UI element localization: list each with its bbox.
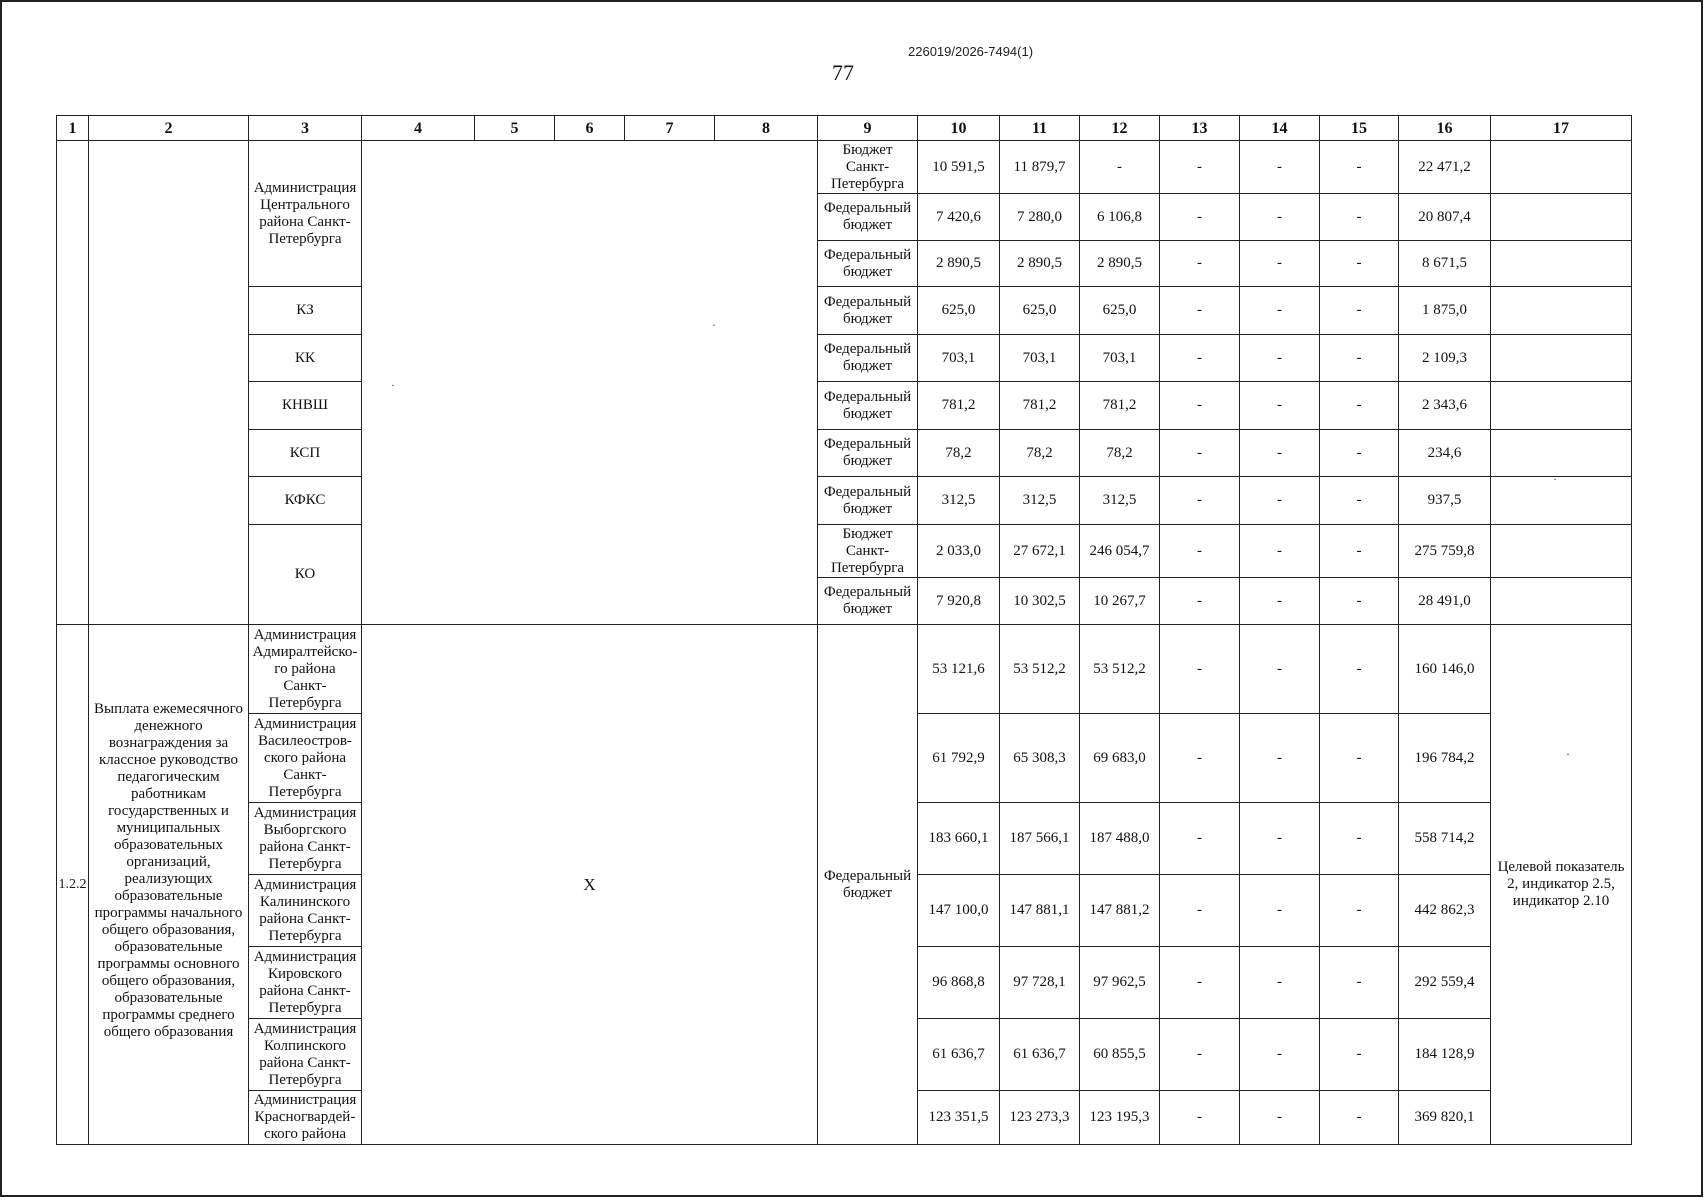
value-col-14: - — [1240, 625, 1320, 714]
value-col-11: 65 308,3 — [1000, 714, 1080, 803]
value-col-11: 625,0 — [1000, 287, 1080, 335]
column-header: 11 — [1000, 116, 1080, 141]
target-col-17 — [1491, 382, 1632, 430]
total-col-16: 22 471,2 — [1399, 141, 1491, 194]
total-col-16: 28 491,0 — [1399, 578, 1491, 625]
value-col-11: 312,5 — [1000, 477, 1080, 525]
value-col-12: - — [1080, 141, 1160, 194]
value-col-13: - — [1160, 947, 1240, 1019]
document-id: 226019/2026-7494(1) — [908, 44, 1034, 59]
value-col-10: 53 121,6 — [918, 625, 1000, 714]
total-col-16: 937,5 — [1399, 477, 1491, 525]
value-col-12: 147 881,2 — [1080, 875, 1160, 947]
column-header: 2 — [89, 116, 249, 141]
funding-source-cell: Бюджет Санкт-Петербурга — [818, 141, 918, 194]
value-col-12: 6 106,8 — [1080, 194, 1160, 241]
funding-source-cell: Федеральный бюджет — [818, 241, 918, 287]
funding-source-cell: Федеральный бюджет — [818, 625, 918, 1145]
total-col-16: 292 559,4 — [1399, 947, 1491, 1019]
value-col-12: 69 683,0 — [1080, 714, 1160, 803]
row-number-cell — [57, 141, 89, 625]
column-header: 15 — [1320, 116, 1399, 141]
total-col-16: 184 128,9 — [1399, 1019, 1491, 1091]
value-col-12: 60 855,5 — [1080, 1019, 1160, 1091]
value-col-13: - — [1160, 382, 1240, 430]
value-col-14: - — [1240, 578, 1320, 625]
value-col-13: - — [1160, 625, 1240, 714]
administrator-cell: КНВШ — [249, 382, 362, 430]
value-col-14: - — [1240, 430, 1320, 477]
target-col-17 — [1491, 430, 1632, 477]
target-indicator-cell: Целевой показатель 2, индикатор 2.5, индикатор 2.10 — [1491, 625, 1632, 1145]
value-col-15: - — [1320, 1091, 1399, 1145]
column-header: 4 — [362, 116, 475, 141]
value-col-11: 97 728,1 — [1000, 947, 1080, 1019]
value-col-15: - — [1320, 714, 1399, 803]
administrator-cell: КФКС — [249, 477, 362, 525]
total-col-16: 369 820,1 — [1399, 1091, 1491, 1145]
total-col-16: 2 109,3 — [1399, 335, 1491, 382]
total-col-16: 160 146,0 — [1399, 625, 1491, 714]
value-col-14: - — [1240, 241, 1320, 287]
value-col-11: 2 890,5 — [1000, 241, 1080, 287]
value-col-15: - — [1320, 1019, 1399, 1091]
value-col-12: 312,5 — [1080, 477, 1160, 525]
column-header: 8 — [715, 116, 818, 141]
administrator-cell: КЗ — [249, 287, 362, 335]
value-col-10: 781,2 — [918, 382, 1000, 430]
scan-speck: · — [391, 378, 395, 392]
value-col-13: - — [1160, 714, 1240, 803]
value-col-15: - — [1320, 477, 1399, 525]
administrator-cell: Администрация Центрального района Санкт-Петербурга — [249, 141, 362, 287]
value-col-15: - — [1320, 141, 1399, 194]
value-col-14: - — [1240, 141, 1320, 194]
value-col-12: 97 962,5 — [1080, 947, 1160, 1019]
target-col-17 — [1491, 335, 1632, 382]
value-col-10: 625,0 — [918, 287, 1000, 335]
value-col-15: - — [1320, 194, 1399, 241]
column-header: 13 — [1160, 116, 1240, 141]
total-col-16: 196 784,2 — [1399, 714, 1491, 803]
value-col-12: 123 195,3 — [1080, 1091, 1160, 1145]
value-col-11: 10 302,5 — [1000, 578, 1080, 625]
value-col-13: - — [1160, 477, 1240, 525]
value-col-10: 78,2 — [918, 430, 1000, 477]
value-col-14: - — [1240, 287, 1320, 335]
value-col-15: - — [1320, 947, 1399, 1019]
column-header: 14 — [1240, 116, 1320, 141]
column-header: 16 — [1399, 116, 1491, 141]
target-col-17 — [1491, 578, 1632, 625]
funding-source-cell: Федеральный бюджет — [818, 477, 918, 525]
total-col-16: 1 875,0 — [1399, 287, 1491, 335]
funding-source-cell: Федеральный бюджет — [818, 382, 918, 430]
measure-description-cell — [89, 141, 249, 625]
value-col-12: 78,2 — [1080, 430, 1160, 477]
table-row — [57, 382, 1632, 430]
value-col-15: - — [1320, 525, 1399, 578]
value-col-14: - — [1240, 525, 1320, 578]
value-col-13: - — [1160, 1091, 1240, 1145]
measure-description: Выплата ежемесячного денежного вознаграждения за классное руководство педагогическим работникам государственных и муниципальных образовательных организаций, реализующих образовательные программы начального общего образования, образовательные программы основного общего образования, образовательные программы среднего общего образования — [94, 701, 243, 1040]
funding-source-cell: Бюджет Санкт-Петербурга — [818, 525, 918, 578]
value-col-12: 246 054,7 — [1080, 525, 1160, 578]
total-col-16: 234,6 — [1399, 430, 1491, 477]
scan-speck: · — [1566, 747, 1570, 761]
table-row — [57, 525, 1632, 578]
total-col-16: 2 343,6 — [1399, 382, 1491, 430]
administrator-cell: Администрация Калининского района Санкт-Петербурга — [249, 875, 362, 947]
value-col-10: 7 920,8 — [918, 578, 1000, 625]
total-col-16: 8 671,5 — [1399, 241, 1491, 287]
value-col-11: 123 273,3 — [1000, 1091, 1080, 1145]
administrator-cell: Администрация Выборгского района Санкт-Петербурга — [249, 803, 362, 875]
table-row — [57, 335, 1632, 382]
table-row — [57, 287, 1632, 335]
value-col-13: - — [1160, 1019, 1240, 1091]
value-col-12: 2 890,5 — [1080, 241, 1160, 287]
value-col-12: 10 267,7 — [1080, 578, 1160, 625]
value-col-11: 53 512,2 — [1000, 625, 1080, 714]
column-header: 6 — [555, 116, 625, 141]
value-col-13: - — [1160, 578, 1240, 625]
target-col-17 — [1491, 477, 1632, 525]
value-col-13: - — [1160, 287, 1240, 335]
value-col-14: - — [1240, 875, 1320, 947]
column-header: 3 — [249, 116, 362, 141]
merged-columns-4-8: X — [362, 625, 818, 1145]
value-col-13: - — [1160, 430, 1240, 477]
value-col-11: 78,2 — [1000, 430, 1080, 477]
value-col-10: 7 420,6 — [918, 194, 1000, 241]
value-col-15: - — [1320, 578, 1399, 625]
total-col-16: 275 759,8 — [1399, 525, 1491, 578]
page-number: 77 — [832, 60, 854, 85]
column-header: 17 — [1491, 116, 1632, 141]
value-col-13: - — [1160, 241, 1240, 287]
target-col-17 — [1491, 525, 1632, 578]
value-col-10: 96 868,8 — [918, 947, 1000, 1019]
value-col-14: - — [1240, 1019, 1320, 1091]
funding-source-cell: Федеральный бюджет — [818, 287, 918, 335]
value-col-10: 183 660,1 — [918, 803, 1000, 875]
table-row — [57, 430, 1632, 477]
column-header: 10 — [918, 116, 1000, 141]
value-col-13: - — [1160, 803, 1240, 875]
value-col-13: - — [1160, 335, 1240, 382]
target-col-17 — [1491, 287, 1632, 335]
value-col-15: - — [1320, 335, 1399, 382]
value-col-12: 187 488,0 — [1080, 803, 1160, 875]
value-col-10: 10 591,5 — [918, 141, 1000, 194]
value-col-10: 61 792,9 — [918, 714, 1000, 803]
column-header: 9 — [818, 116, 918, 141]
total-col-16: 558 714,2 — [1399, 803, 1491, 875]
value-col-13: - — [1160, 525, 1240, 578]
value-col-14: - — [1240, 803, 1320, 875]
administrator-cell: КК — [249, 335, 362, 382]
value-col-10: 123 351,5 — [918, 1091, 1000, 1145]
value-col-10: 2 890,5 — [918, 241, 1000, 287]
value-col-14: - — [1240, 947, 1320, 1019]
value-col-15: - — [1320, 625, 1399, 714]
table-row — [57, 625, 1632, 714]
value-col-10: 147 100,0 — [918, 875, 1000, 947]
value-col-14: - — [1240, 382, 1320, 430]
value-col-11: 7 280,0 — [1000, 194, 1080, 241]
total-col-16: 20 807,4 — [1399, 194, 1491, 241]
value-col-12: 781,2 — [1080, 382, 1160, 430]
total-col-16: 442 862,3 — [1399, 875, 1491, 947]
scan-speck: · — [712, 318, 716, 332]
administrator-cell: Администрация Красногвардей-ского района — [249, 1091, 362, 1145]
table-row — [57, 477, 1632, 525]
value-col-14: - — [1240, 194, 1320, 241]
administrator-cell: Администрация Колпинского района Санкт-Петербурга — [249, 1019, 362, 1091]
value-col-14: - — [1240, 1091, 1320, 1145]
value-col-14: - — [1240, 714, 1320, 803]
value-col-15: - — [1320, 287, 1399, 335]
funding-source-cell: Федеральный бюджет — [818, 430, 918, 477]
value-col-12: 53 512,2 — [1080, 625, 1160, 714]
value-col-11: 61 636,7 — [1000, 1019, 1080, 1091]
value-col-15: - — [1320, 382, 1399, 430]
value-col-13: - — [1160, 141, 1240, 194]
value-col-10: 61 636,7 — [918, 1019, 1000, 1091]
value-col-15: - — [1320, 241, 1399, 287]
target-col-17 — [1491, 241, 1632, 287]
administrator-cell: Администрация Кировского района Санкт-Петербурга — [249, 947, 362, 1019]
column-header: 12 — [1080, 116, 1160, 141]
funding-source-cell: Федеральный бюджет — [818, 194, 918, 241]
administrator-cell: КСП — [249, 430, 362, 477]
value-col-15: - — [1320, 430, 1399, 477]
value-col-12: 703,1 — [1080, 335, 1160, 382]
value-col-11: 147 881,1 — [1000, 875, 1080, 947]
target-col-17 — [1491, 194, 1632, 241]
value-col-15: - — [1320, 803, 1399, 875]
value-col-11: 703,1 — [1000, 335, 1080, 382]
scan-speck: · — [1553, 472, 1557, 486]
merged-columns-4-8 — [362, 141, 818, 625]
column-header: 7 — [625, 116, 715, 141]
administrator-cell: Администрация Адмиралтейско-го района Санкт-Петербурга — [249, 625, 362, 714]
column-number-header-row — [57, 116, 1632, 141]
value-col-11: 11 879,7 — [1000, 141, 1080, 194]
value-col-10: 312,5 — [918, 477, 1000, 525]
target-col-17 — [1491, 141, 1632, 194]
administrator-cell: Администрация Василеостров-ского района Санкт-Петербурга — [249, 714, 362, 803]
value-col-11: 781,2 — [1000, 382, 1080, 430]
funding-source-cell: Федеральный бюджет — [818, 578, 918, 625]
row-number-cell: 1.2.2 — [57, 625, 89, 1145]
column-header: 5 — [475, 116, 555, 141]
column-header: 1 — [57, 116, 89, 141]
value-col-10: 2 033,0 — [918, 525, 1000, 578]
table-row — [57, 141, 1632, 194]
funding-source-cell: Федеральный бюджет — [818, 335, 918, 382]
value-col-11: 187 566,1 — [1000, 803, 1080, 875]
value-col-13: - — [1160, 194, 1240, 241]
value-col-10: 703,1 — [918, 335, 1000, 382]
measure-description-cell — [89, 625, 249, 1145]
value-col-12: 625,0 — [1080, 287, 1160, 335]
value-col-14: - — [1240, 335, 1320, 382]
value-col-15: - — [1320, 875, 1399, 947]
administrator-cell: КО — [249, 525, 362, 625]
value-col-11: 27 672,1 — [1000, 525, 1080, 578]
budget-table — [56, 115, 1632, 1145]
value-col-13: - — [1160, 875, 1240, 947]
value-col-14: - — [1240, 477, 1320, 525]
